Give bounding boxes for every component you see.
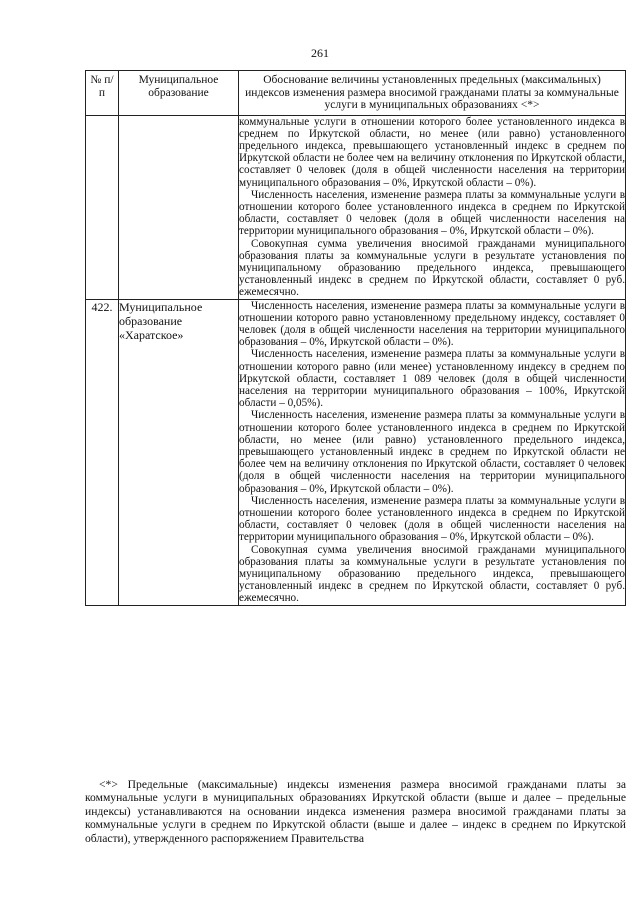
footnote (85, 778, 626, 845)
table-row-continuation (86, 115, 626, 299)
cell-number: 422. (86, 299, 119, 605)
paragraph: Численность населения, изменение размера платы за коммунальные услуги в отношении которого равно (или менее) установленному индексу в среднем по Иркутской области, составляет 1 089 человек (доля в общей численности населения на территории муниципального образования – 100%, Иркутской области – 0,05%). (239, 348, 625, 410)
paragraph: Численность населения, изменение размера платы за коммунальные услуги в отношении которого более установленного индекса в среднем по Иркутской области, но менее (или равно) установленного предельного индекса, превышающего установленный индекс в среднем по Иркутской области не более чем на величину отклонения по Иркутской области, составляет 0 человек (доля в общей численности населения на территории муниципального образования – 0%, Иркутской области – 0%). (239, 409, 625, 495)
header-municipality: Муниципальное образование (119, 71, 239, 116)
page-number: 261 (311, 46, 329, 60)
table-header-row (86, 71, 626, 116)
cell-municipality-empty (119, 115, 239, 299)
cell-justification (239, 299, 626, 605)
cell-municipality: Муниципальное образование «Харатское» (119, 299, 239, 605)
paragraph: Численность населения, изменение размера платы за коммунальные услуги в отношении которого равно установленному предельному индексу, составляет 0 человек (доля в общей численности населения на территории муниципального образования – 0%, Иркутской области – 0%). (239, 299, 625, 349)
paragraph: Численность населения, изменение размера платы за коммунальные услуги в отношении которого более установленного индекса в среднем по Иркутской области, составляет 0 человек (доля в общей численности населения на территории муниципального образования – 0%, Иркутской области – 0%). (239, 494, 625, 544)
paragraph: Совокупная сумма увеличения вносимой гражданами муниципального образования платы за коммунальные услуги в результате установления по муниципальному образованию предельного индекса, превышающего установленный индекс в среднем по Иркутской области, составляет 0 руб. ежемесячно. (239, 543, 625, 605)
paragraph: Совокупная сумма увеличения вносимой гражданами муниципального образования платы за коммунальные услуги в результате установления по муниципальному образованию предельного индекса, превышающего установленный индекс в среднем по Иркутской области, составляет 0 руб. ежемесячно. (239, 237, 625, 299)
table-row-422 (86, 299, 626, 605)
cell-number-empty (86, 115, 119, 299)
paragraph: Численность населения, изменение размера платы за коммунальные услуги в отношении которого более установленного индекса в среднем по Иркутской области, составляет 0 человек (доля в общей численности населения на территории муниципального образования – 0%, Иркутской области – 0%). (239, 188, 625, 238)
header-justification: Обоснование величины установленных предельных (максимальных) индексов изменения размера вносимой гражданами платы за коммунальные услуги в муниципальных образованиях <*> (239, 71, 626, 116)
header-number: № п/п (86, 71, 119, 116)
cell-justification-continuation (239, 115, 626, 299)
justification-table (85, 70, 626, 606)
footnote-text: <*> Предельные (максимальные) индексы изменения размера вносимой гражданами платы за коммунальные услуги в муниципальных образованиях Иркутской области (выше и далее – предельные индексы) устанавливаются на основании индекса изменения размера вносимой гражданами платы за коммунальные услуги в среднем по Иркутской области (выше и далее – индекс в среднем по Иркутской области), утвержденного распоряжением Правительства (85, 778, 626, 845)
paragraph: коммунальные услуги в отношении которого более установленного индекса в среднем по Иркутской области, но менее (или равно) установленного предельного индекса, превышающего установленный индекс в среднем по Иркутской области не более чем на величину отклонения по Иркутской области, составляет 0 человек (доля в общей численности населения на территории муниципального образования – 0%, Иркутской области – 0%). (239, 115, 625, 189)
